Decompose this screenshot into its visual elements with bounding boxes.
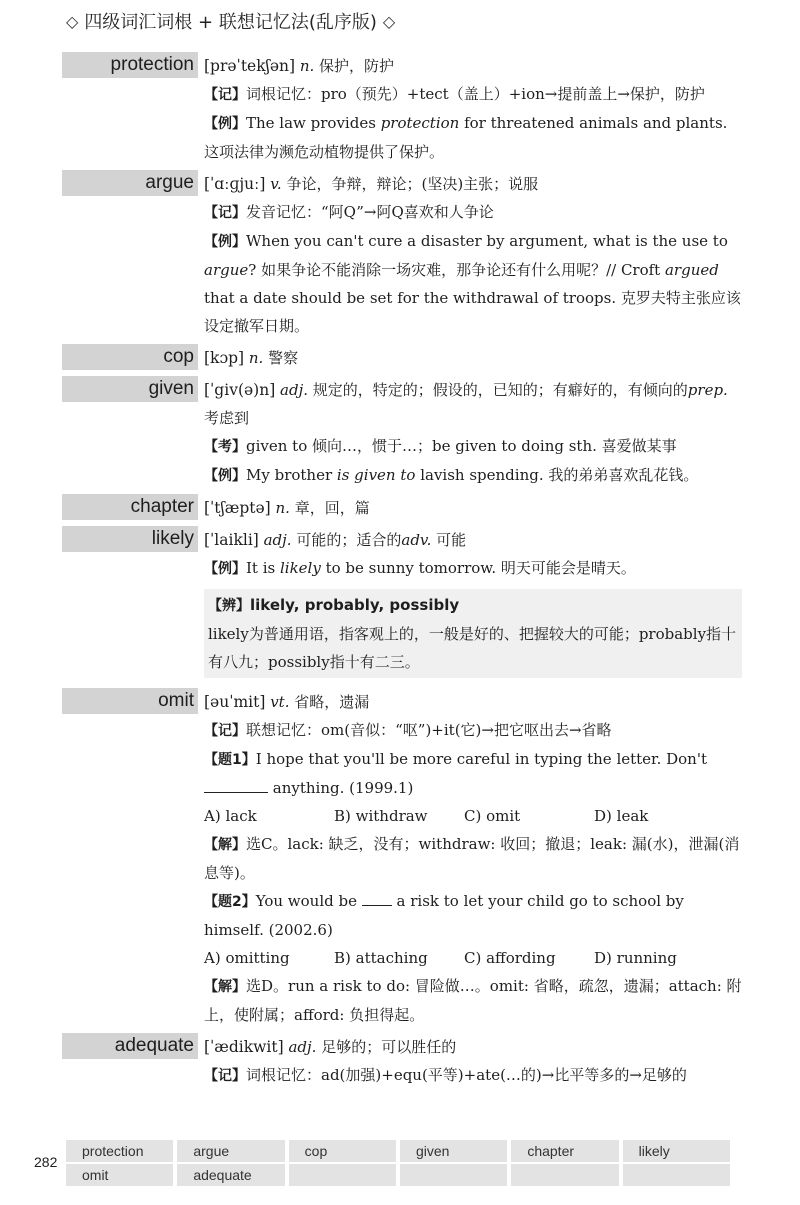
index-empty [400,1164,507,1186]
example-keyword: is given to [336,466,416,484]
part-of-speech: adj. [288,1038,317,1056]
test-text: given to 倾向…，惯于…；be given to doing sth. 喜爱做某事 [246,437,677,455]
memo-text: 词根记忆：pro（预先）+tect（盖上）+ion→提前盖上→保护，防护 [246,85,705,103]
index-word: chapter [511,1140,618,1162]
index-empty [623,1164,730,1186]
meaning: 保护，防护 [319,57,395,75]
meaning: 足够的；可以胜任的 [321,1038,457,1056]
entry-protection [62,52,742,166]
entry-argue [62,170,742,340]
example-text: ? 如果争论不能消除一场灾难，那争论还有什么用呢？// Croft [248,261,665,279]
memo-text: 发音记忆：“阿Q”→阿Q喜欢和人争论 [246,203,494,221]
index-empty [511,1164,618,1186]
meaning: 争论，争辩，辩论；(坚决)主张；说服 [286,175,539,193]
entry-adequate [62,1033,742,1090]
word-index-grid [66,1140,730,1186]
option: D) running [594,949,677,967]
question-text: anything. (1999.1) [268,779,414,797]
part-of-speech: adv. [401,531,432,549]
headword: chapter [62,494,198,520]
index-word: protection [66,1140,173,1162]
example-text: When you can't cure a disaster by argument, what is the use to [246,232,728,250]
memo-label: 【记】 [204,723,246,739]
option: B) withdraw [334,807,428,825]
headword: cop [62,344,198,370]
test-label: 【考】 [204,439,246,455]
index-word: cop [289,1140,396,1162]
pronunciation: [ˈædikwit] [204,1038,284,1056]
index-word: given [400,1140,507,1162]
part-of-speech: n. [275,499,290,517]
index-word: omit [66,1164,173,1186]
diamond-icon: ◇ [66,11,79,31]
meaning: 章，回，篇 [294,499,370,517]
vocab-list [62,52,742,1094]
option: A) lack [204,807,257,825]
question-text: I hope that you'll be more careful in typing the letter. Don't [255,750,707,768]
memo-label: 【记】 [204,87,246,103]
answer-options [204,944,742,972]
example-label: 【例】 [204,468,246,484]
example-text: The law provides [246,114,381,132]
part-of-speech: n. [248,349,264,367]
index-word: argue [177,1140,284,1162]
answer-options [204,802,742,830]
memo-label: 【记】 [204,1068,246,1084]
page-header [60,8,401,34]
option: C) affording [464,949,556,967]
question-text: a risk to let your child go to school by himself. (2002.6) [204,892,684,939]
meaning: 考虑到 [204,409,250,427]
part-of-speech: vt. [270,693,290,711]
part-of-speech: adj. [263,531,292,549]
pronunciation: [prəˈtekʃən] [204,57,296,75]
example-text: It is [246,559,280,577]
part-of-speech: adj. [280,381,308,399]
example-keyword: argued [664,261,719,279]
pronunciation: [ˈtʃæptə] [204,499,271,517]
example-keyword: protection [380,114,460,132]
index-empty [289,1164,396,1186]
example-keyword: likely [279,559,321,577]
example-text: to be sunny tomorrow. 明天可能会是晴天。 [320,559,636,577]
note-title: likely, probably, possibly [250,596,460,614]
question-text: You would be [255,892,362,910]
example-label: 【例】 [204,116,246,132]
example-text: lavish spending. 我的弟弟喜欢乱花钱。 [415,466,699,484]
option: D) leak [594,807,649,825]
part-of-speech: v. [270,175,282,193]
option: B) attaching [334,949,428,967]
option: A) omitting [204,949,290,967]
headword: omit [62,688,198,714]
example-text: My brother [246,466,337,484]
headword: adequate [62,1033,198,1059]
pronunciation: [ˈgiv(ə)n] [204,381,276,399]
headword: likely [62,526,198,552]
part-of-speech: n. [299,57,315,75]
entry-chapter [62,494,742,522]
question-label: 【题1】 [204,752,256,768]
entry-likely [62,526,742,684]
entry-omit [62,688,742,1029]
page-number: 282 [34,1154,58,1170]
distinction-note [204,589,742,678]
entry-given [62,376,742,490]
meaning: 警察 [268,349,299,367]
example-text: for threatened animals and plants. 这项法律为濒危动植物提供了保护。 [204,114,728,161]
entry-cop [62,344,742,372]
pronunciation: [kɔp] [204,349,245,367]
memo-label: 【记】 [204,205,246,221]
diamond-icon: ◇ [382,11,396,31]
headword: argue [62,170,198,196]
example-label: 【例】 [204,234,246,250]
example-keyword: argue [204,261,249,279]
memo-text: 词根记忆：ad(加强)+equ(平等)+ate(…的)→比平等多的→足够的 [246,1066,687,1084]
header-title: 四级词汇词根 + 联想记忆法(乱序版) [84,12,377,33]
example-text: that a date should be set for the withdrawal of troops. 克罗夫特主张应该设定撤军日期。 [204,289,741,335]
headword: given [62,376,198,402]
meaning: 可能 [436,531,467,549]
pronunciation: [əuˈmit] [204,693,266,711]
answer-label: 【解】 [204,979,246,995]
option: C) omit [464,807,521,825]
meaning: 规定的，特定的；假设的，已知的；有癖好的，有倾向的 [312,381,688,399]
answer-text: 选D。run a risk to do: 冒险做…。omit: 省略，疏忽，遗漏；attach: 附上，使附属；afford: 负担得起。 [204,977,742,1024]
headword: protection [62,52,198,78]
meaning: 可能的；适合的 [296,531,402,549]
answer-blank [204,792,268,793]
pronunciation: [ˈɑːɡjuː] [204,175,266,193]
example-label: 【例】 [204,561,246,577]
meaning: 省略，遗漏 [294,693,370,711]
answer-text: 选C。lack: 缺乏，没有；withdraw: 收回；撤退；leak: 漏(水)，泄漏(消息等)。 [204,835,740,882]
answer-label: 【解】 [204,837,246,853]
page-footer [0,1140,800,1190]
pronunciation: [ˈlaikli] [204,531,259,549]
memo-text: 联想记忆：om(音似：“呕”)+it(它)→把它呕出去→省略 [246,721,612,739]
index-word: likely [623,1140,730,1162]
part-of-speech: prep. [687,381,728,399]
index-word: adequate [177,1164,284,1186]
note-text: likely为普通用语，指客观上的，一般是好的、把握较大的可能；probably指十有八九；possibly指十有二三。 [208,625,737,671]
question-label: 【题2】 [204,894,256,910]
note-label: 【辨】 [208,598,250,614]
answer-blank [362,905,392,906]
